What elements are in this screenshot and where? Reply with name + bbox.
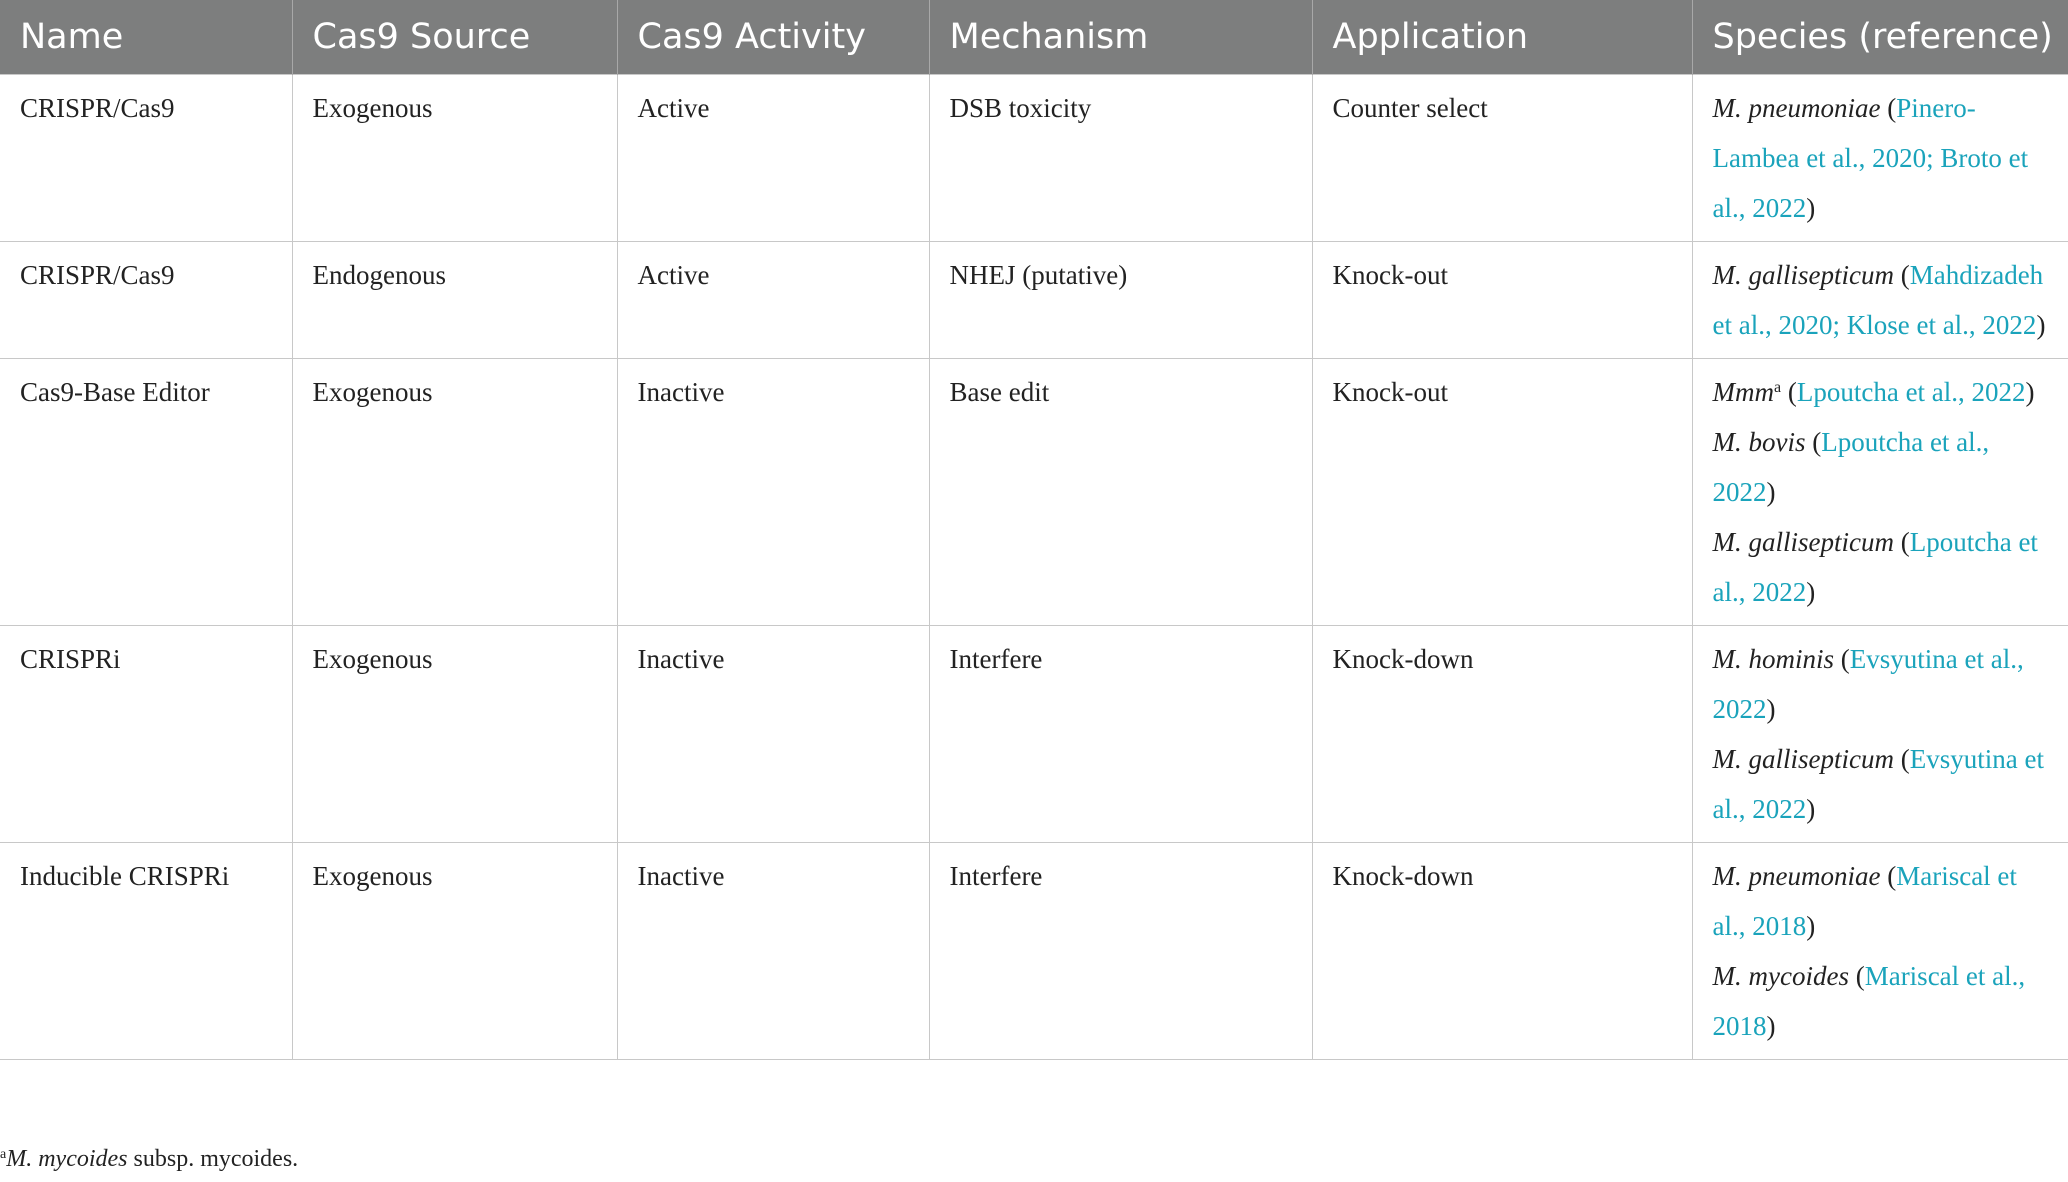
species-entry: [1713, 851, 2049, 951]
cell-mechanism: NHEJ (putative): [929, 241, 1312, 358]
punctuation: (: [1893, 259, 1910, 290]
punctuation: (: [1893, 743, 1910, 774]
reference-link[interactable]: Lpoutcha et al., 2022: [1712, 526, 2038, 607]
punctuation: ): [1766, 476, 1776, 507]
cell-cas9-source: Exogenous: [292, 358, 617, 625]
column-header-application: Application: [1312, 0, 1692, 74]
species-entry: [1713, 250, 2049, 350]
species-name: Mmm: [1712, 376, 1774, 407]
species-name: M. mycoides: [1712, 960, 1849, 991]
footnote-species: M. mycoides: [6, 1146, 128, 1172]
header-row: [0, 0, 2068, 74]
reference-link[interactable]: Lpoutcha et al., 2022: [1712, 426, 1990, 507]
species-name: M. gallisepticum: [1712, 526, 1894, 557]
cell-cas9-activity: Inactive: [617, 625, 929, 842]
table-footnote: [0, 1146, 298, 1173]
species-entry: [1713, 634, 2049, 734]
cell-mechanism: Interfere: [929, 842, 1312, 1059]
reference-link[interactable]: Mariscal et al., 2018: [1712, 960, 2026, 1041]
cell-cas9-activity: Active: [617, 74, 929, 241]
table-row: [0, 842, 2068, 1059]
cell-application: Knock-out: [1312, 358, 1692, 625]
cell-application: Knock-out: [1312, 241, 1692, 358]
cell-cas9-source: Endogenous: [292, 241, 617, 358]
cell-species-reference: [1692, 241, 2068, 358]
footnote-text: subsp. mycoides.: [127, 1146, 299, 1172]
column-header-mechanism: Mechanism: [929, 0, 1312, 74]
footnote-marker: a: [0, 1147, 7, 1162]
punctuation: ): [1806, 793, 1816, 824]
cell-name: Inducible CRISPRi: [0, 842, 292, 1059]
species-entry: [1713, 734, 2049, 834]
punctuation: (: [1848, 960, 1865, 991]
punctuation: (: [1805, 426, 1822, 457]
cell-cas9-source: Exogenous: [292, 625, 617, 842]
cell-application: Knock-down: [1312, 842, 1692, 1059]
cell-name: CRISPRi: [0, 625, 292, 842]
punctuation: (: [1880, 92, 1897, 123]
species-entry: [1713, 417, 2049, 517]
column-header-cas9-source: Cas9 Source: [292, 0, 617, 74]
table-row: [0, 74, 2068, 241]
cell-species-reference: [1692, 842, 2068, 1059]
punctuation: (: [1834, 643, 1850, 674]
reference-link[interactable]: Pinero-Lambea et al., 2020; Broto et al., 2022: [1712, 92, 2029, 223]
cell-cas9-source: Exogenous: [292, 842, 617, 1059]
species-entry: [1713, 517, 2049, 617]
cell-application: Knock-down: [1312, 625, 1692, 842]
column-header-cas9-activity: Cas9 Activity: [617, 0, 929, 74]
reference-link[interactable]: Lpoutcha et al., 2022: [1796, 376, 2026, 407]
reference-link[interactable]: Evsyutina et al., 2022: [1712, 743, 2044, 824]
punctuation: (: [1893, 526, 1910, 557]
cell-cas9-activity: Active: [617, 241, 929, 358]
reference-link[interactable]: Evsyutina et al., 2022: [1712, 643, 2024, 724]
column-header-name: Name: [0, 0, 292, 74]
table-row: [0, 625, 2068, 842]
cell-mechanism: DSB toxicity: [929, 74, 1312, 241]
cell-mechanism: Interfere: [929, 625, 1312, 842]
punctuation: (: [1781, 376, 1797, 407]
reference-link[interactable]: Mahdizadeh et al., 2020; Klose et al., 2022: [1712, 259, 2044, 340]
cell-application: Counter select: [1312, 74, 1692, 241]
cell-species-reference: [1692, 625, 2068, 842]
footnote-marker: a: [1774, 378, 1782, 396]
cell-cas9-source: Exogenous: [292, 74, 617, 241]
table-header: [0, 0, 2068, 74]
punctuation: (: [1880, 860, 1897, 891]
punctuation: ): [1766, 693, 1776, 724]
cell-species-reference: [1692, 74, 2068, 241]
cell-species-reference: [1692, 358, 2068, 625]
species-name: M. gallisepticum: [1712, 259, 1894, 290]
species-name: M. pneumoniae: [1712, 92, 1881, 123]
cell-cas9-activity: Inactive: [617, 358, 929, 625]
cell-name: CRISPR/Cas9: [0, 241, 292, 358]
species-name: M. bovis: [1712, 426, 1806, 457]
reference-link[interactable]: Mariscal et al., 2018: [1712, 860, 2017, 941]
punctuation: ): [2025, 376, 2035, 407]
punctuation: ): [1806, 192, 1816, 223]
cell-mechanism: Base edit: [929, 358, 1312, 625]
species-entry: [1713, 83, 2049, 233]
species-name: M. gallisepticum: [1712, 743, 1894, 774]
table-row: [0, 241, 2068, 358]
species-name: M. hominis: [1712, 643, 1834, 674]
species-entry: [1713, 951, 2049, 1051]
table-row: [0, 358, 2068, 625]
punctuation: ): [1806, 576, 1816, 607]
cell-cas9-activity: Inactive: [617, 842, 929, 1059]
punctuation: ): [1806, 910, 1816, 941]
punctuation: ): [1766, 1010, 1776, 1041]
punctuation: ): [2036, 309, 2046, 340]
table-body: [0, 74, 2068, 1059]
column-header-species-reference: Species (reference): [1692, 0, 2068, 74]
species-name: M. pneumoniae: [1712, 860, 1881, 891]
species-entry: [1713, 367, 2049, 417]
cell-name: Cas9-Base Editor: [0, 358, 292, 625]
cell-name: CRISPR/Cas9: [0, 74, 292, 241]
